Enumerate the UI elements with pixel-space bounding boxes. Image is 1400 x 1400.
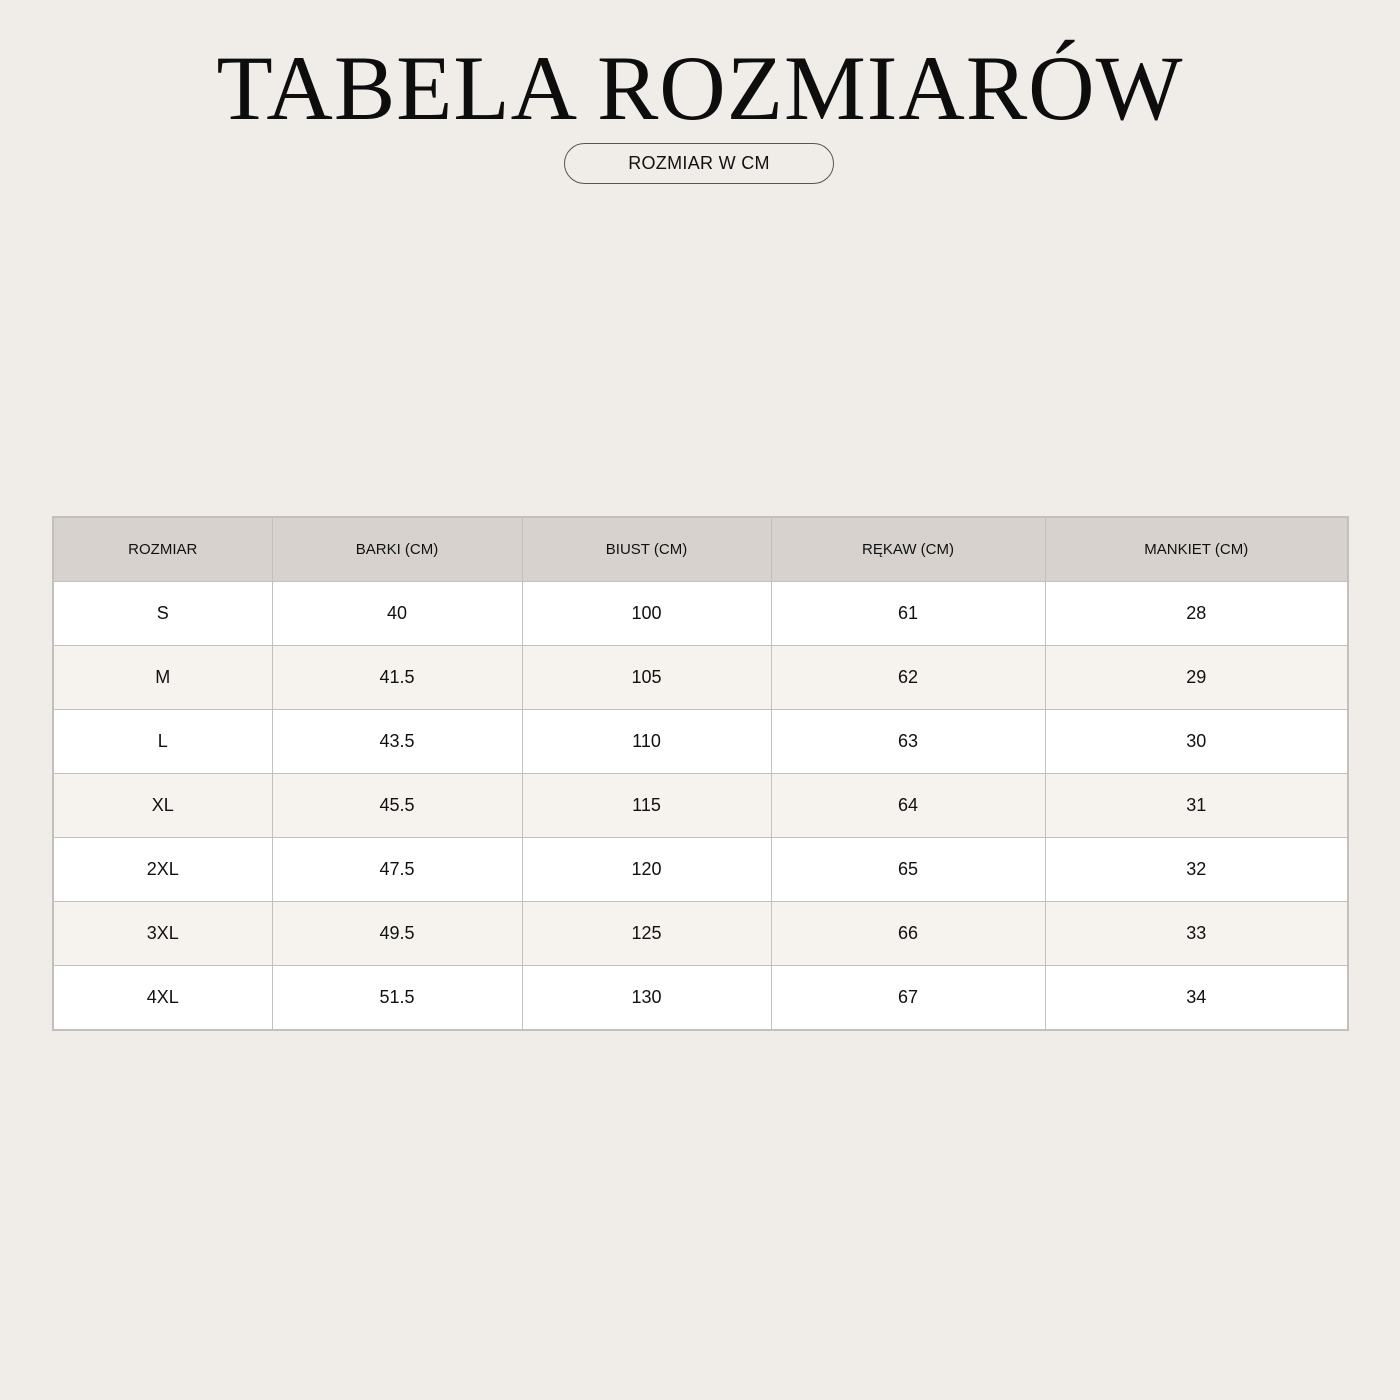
cuff-cell: 32 bbox=[1045, 838, 1348, 902]
page-title: TABELA ROZMIARÓW bbox=[216, 37, 1184, 139]
column-header-chest: BIUST (CM) bbox=[522, 517, 771, 582]
table-header-row bbox=[53, 517, 1348, 582]
chest-cell: 130 bbox=[522, 966, 771, 1031]
shoulders-cell: 45.5 bbox=[272, 774, 522, 838]
column-header-shoulders: BARKI (CM) bbox=[272, 517, 522, 582]
shoulders-cell: 43.5 bbox=[272, 710, 522, 774]
cuff-cell: 31 bbox=[1045, 774, 1348, 838]
sleeve-cell: 62 bbox=[771, 646, 1045, 710]
column-header-size: ROZMIAR bbox=[53, 517, 272, 582]
shoulders-cell: 40 bbox=[272, 582, 522, 646]
units-badge-label: ROZMIAR W CM bbox=[628, 153, 770, 173]
chest-cell: 110 bbox=[522, 710, 771, 774]
cuff-cell: 34 bbox=[1045, 966, 1348, 1031]
size-cell: L bbox=[53, 710, 272, 774]
sleeve-cell: 63 bbox=[771, 710, 1045, 774]
table-row bbox=[53, 838, 1348, 902]
size-cell: XL bbox=[53, 774, 272, 838]
chest-cell: 115 bbox=[522, 774, 771, 838]
shoulders-cell: 49.5 bbox=[272, 902, 522, 966]
cuff-cell: 33 bbox=[1045, 902, 1348, 966]
cuff-cell: 29 bbox=[1045, 646, 1348, 710]
size-cell: 4XL bbox=[53, 966, 272, 1031]
sleeve-cell: 67 bbox=[771, 966, 1045, 1031]
sleeve-cell: 64 bbox=[771, 774, 1045, 838]
size-chart-table bbox=[52, 516, 1349, 1031]
chest-cell: 120 bbox=[522, 838, 771, 902]
column-header-sleeve: RĘKAW (CM) bbox=[771, 517, 1045, 582]
table-row bbox=[53, 902, 1348, 966]
size-cell: M bbox=[53, 646, 272, 710]
table-row bbox=[53, 582, 1348, 646]
column-header-cuff: MANKIET (CM) bbox=[1045, 517, 1348, 582]
sleeve-cell: 66 bbox=[771, 902, 1045, 966]
table-row bbox=[53, 646, 1348, 710]
chest-cell: 100 bbox=[522, 582, 771, 646]
table-row bbox=[53, 966, 1348, 1031]
table-row bbox=[53, 710, 1348, 774]
shoulders-cell: 47.5 bbox=[272, 838, 522, 902]
size-cell: S bbox=[53, 582, 272, 646]
table-row bbox=[53, 774, 1348, 838]
chest-cell: 125 bbox=[522, 902, 771, 966]
sleeve-cell: 61 bbox=[771, 582, 1045, 646]
cuff-cell: 30 bbox=[1045, 710, 1348, 774]
cuff-cell: 28 bbox=[1045, 582, 1348, 646]
sleeve-cell: 65 bbox=[771, 838, 1045, 902]
shoulders-cell: 41.5 bbox=[272, 646, 522, 710]
units-badge bbox=[564, 143, 834, 184]
shoulders-cell: 51.5 bbox=[272, 966, 522, 1031]
size-cell: 3XL bbox=[53, 902, 272, 966]
size-cell: 2XL bbox=[53, 838, 272, 902]
chest-cell: 105 bbox=[522, 646, 771, 710]
